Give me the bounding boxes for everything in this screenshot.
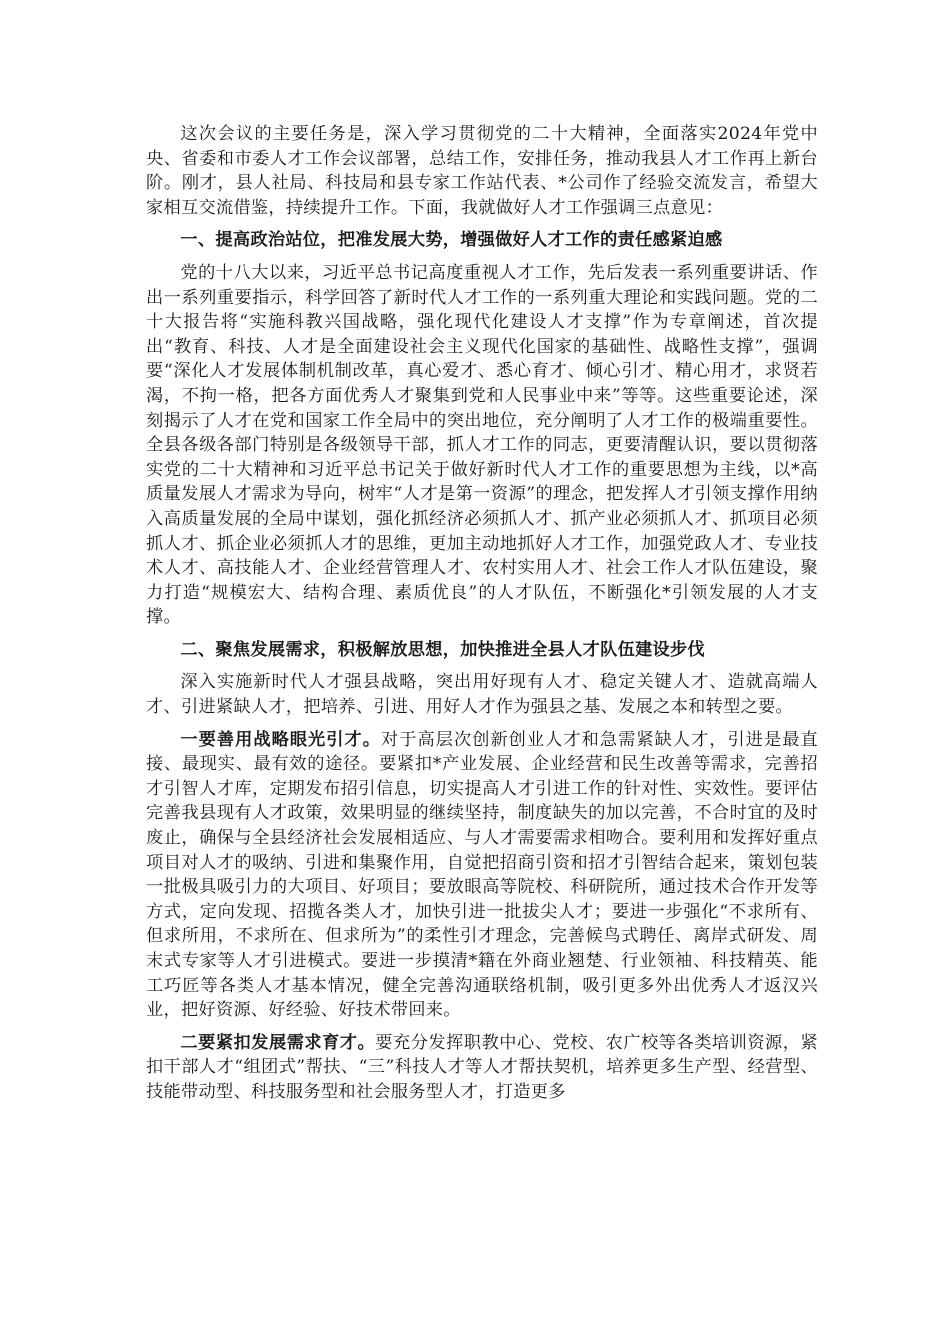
- section-1-heading: 一、提高政治站位，把准发展大势，增强做好人才工作的责任感紧迫感: [180, 230, 723, 251]
- point-2-lead: 二要紧扣发展需求育才。: [180, 1032, 376, 1053]
- point-1-text: 对于高层次创新创业人才和急需紧缺人才，引进是最直接、最现实、最有效的途径。要紧扣*产业发展、企业经营和民生改善等需求，完善招才引智人才库，定期发布招引信息，切实提高人才引进工作的针对性、实效性。要评估完善我县现有人才政策，效果明显的继续坚持，制度缺失的加以完善，不合时宜的及时废止，确保与全县经济社会发展相适应、与人才需要需求相吻合。要利用和发挥好重点项目对人才的吸纳、引进和集聚作用，自觉把招商引资和招才引智结合起来，策划包装一批极具吸引力的大项目、好项目；要放眼高等院校、科研院所，通过技术合作开发等方式，定向发现、招揽各类人才，加快引进一批拔尖人才；要进一步强化“不求所有、但求所用，不求所在、但求所为”的柔性引才理念，完善候鸟式聘任、离岸式研发、周末式专家等人才引进模式。要进一步摸清*籍在外商业翘楚、行业领袖、科技精英、能工巧匠等各类人才基本情况，健全完善沟通联络机制，吸引更多外出优秀人才返汉兴业，把好资源、好经验、好技术带回来。: [146, 729, 818, 1021]
- point-2-paragraph: [146, 1031, 818, 1105]
- point-2-text: 要充分发挥职教中心、党校、农广校等各类培训资源，紧扣干部人才“组团式”帮扶、“三”科技人才等人才帮扶契机，培养更多生产型、经营型、技能带动型、科技服务型和社会服务型人才，打造更多: [146, 1032, 818, 1102]
- document-page: [146, 122, 818, 1113]
- point-1-lead: 一要善用战略眼光引才。: [180, 729, 382, 750]
- intro-paragraph: 这次会议的主要任务是，深入学习贯彻党的二十大精神，全面落实2024年党中央、省委和市委人才工作会议部署，总结工作，安排任务，推动我县人才工作再上新台阶。刚才，县人社局、科技局和县专家工作站代表、*公司作了经验交流发言，希望大家相互交流借鉴，持续提升工作。下面，我就做好人才工作强调三点意见：: [146, 124, 818, 218]
- section-2-heading: 二、聚焦发展需求，积极解放思想，加快推进全县人才队伍建设步伐: [180, 639, 706, 660]
- section-2-paragraph: 深入实施新时代人才强县战略，突出用好现有人才、稳定关键人才、造就高端人才、引进紧缺人才，把培养、引进、用好人才作为强县之基、发展之本和转型之要。: [146, 672, 818, 718]
- section-1-paragraph: 党的十八大以来，习近平总书记高度重视人才工作，先后发表一系列重要讲话、作出一系列重要指示，科学回答了新时代人才工作的一系列重大理论和实践问题。党的二十大报告将“实施科教兴国战略，强化现代化建设人才支撑”作为专章阐述，首次提出“教育、科技、人才是全面建设社会主义现代化国家的基础性、战略性支撑”，强调要“深化人才发展体制机制改革，真心爱才、悉心育才、倾心引才、精心用才，求贤若渴，不拘一格，把各方面优秀人才聚集到党和人民事业中来”等等。这些重要论述，深刻揭示了人才在党和国家工作全局中的突出地位，充分阐明了人才工作的极端重要性。全县各级各部门特别是各级领导干部，抓人才工作的同志，更要清醒认识，要以贯彻落实党的二十大精神和习近平总书记关于做好新时代人才工作的重要思想为主线，以*高质量发展人才需求为导向，树牢“人才是第一资源”的理念，把发挥人才引领支撑作用纳入高质量发展的全局中谋划，强化抓经济必须抓人才、抓产业必须抓人才、抓项目必须抓人才、抓企业必须抓人才的思维，更加主动地抓好人才工作，加强党政人才、专业技术人才、高技能人才、企业经营管理人才、农村实用人才、社会工作人才队伍建设，聚力打造“规模宏大、结构合理、素质优良”的人才队伍，不断强化*引领发展的人才支撑。: [146, 262, 818, 628]
- point-1-paragraph: [146, 728, 818, 1023]
